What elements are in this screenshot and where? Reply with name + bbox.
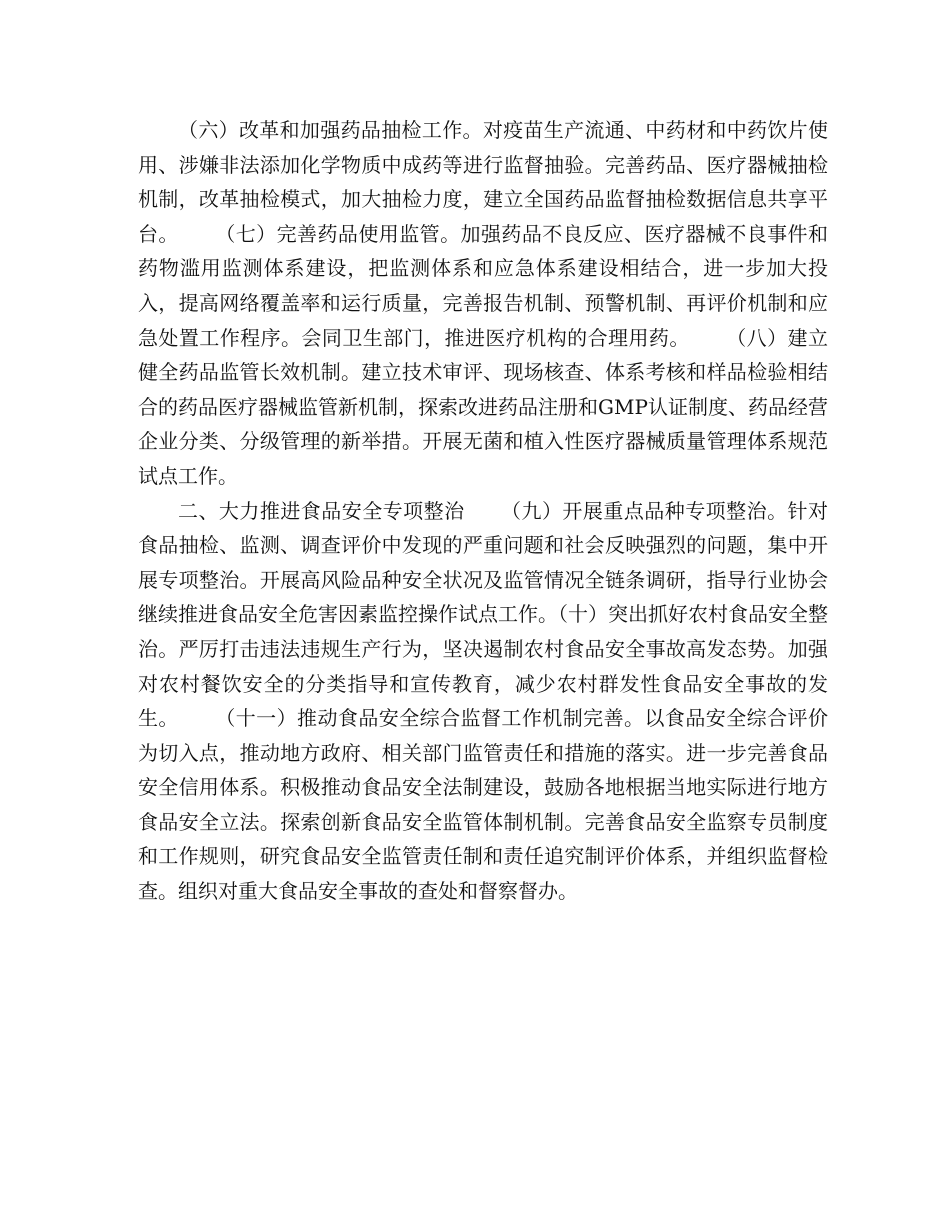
document-body	[138, 113, 828, 909]
paragraph-drug-supervision	[138, 113, 828, 494]
item-eleven-supervision-mechanism: （十一）推动食品安全综合监督工作机制完善。以食品安全综合评价为切入点，推动地方政府、相关部门监管责任和措施的落实。进一步完善食品安全信用体系。积极推动食品安全法制建设，鼓励各地根据当地实际进行地方食品安全立法。探索创新食品安全监管体制机制。完善食品安全监察专员制度和工作规则，研究食品安全监管责任制和责任追究制评价体系，并组织监督检查。组织对重大食品安全事故的查处和督察督办。	[138, 706, 828, 904]
section-heading-food-safety: 二、大力推进食品安全专项整治	[178, 498, 465, 523]
item-seven-drug-use: （七）完善药品使用监管。加强药品不良反应、医疗器械不良事件和药物滥用监测体系建设，把监测体系和应急体系建设相结合，进一步加大投入，提高网络覆盖率和运行质量，完善报告机制、预警机制、再评价机制和应急处置工作程序。会同卫生部门，推进医疗机构的合理用药。	[138, 221, 828, 350]
paragraph-food-safety	[138, 494, 828, 909]
items-nine-ten: （九）开展重点品种专项整治。针对食品抽检、监测、调查评价中发现的严重问题和社会反映强烈的问题，集中开展专项整治。开展高风险品种安全状况及监管情况全链条调研，指导行业协会继续推进食品安全危害因素监控操作试点工作。（十）突出抓好农村食品安全整治。严厉打击违法违规生产行为，坚决遏制农村食品安全事故高发态势。加强对农村餐饮安全的分类指导和宣传教育，减少农村群发性食品安全事故的发生。	[138, 498, 829, 731]
item-eight-long-term-mechanism: （八）建立健全药品监管长效机制。建立技术审评、现场核查、体系考核和样品检验相结合的药品医疗器械监管新机制，探索改进药品注册和GMP认证制度、药品经营企业分类、分级管理的新举措。开展无菌和植入性医疗器械质量管理体系规范试点工作。	[138, 325, 828, 488]
item-six-drug-sampling: （六）改革和加强药品抽检工作。对疫苗生产流通、中药材和中药饮片使用、涉嫌非法添加化学物质中成药等进行监督抽验。完善药品、医疗器械抽检机制，改革抽检模式，加大抽检力度，建立全国药品监督抽检数据信息共享平台。	[138, 118, 828, 246]
